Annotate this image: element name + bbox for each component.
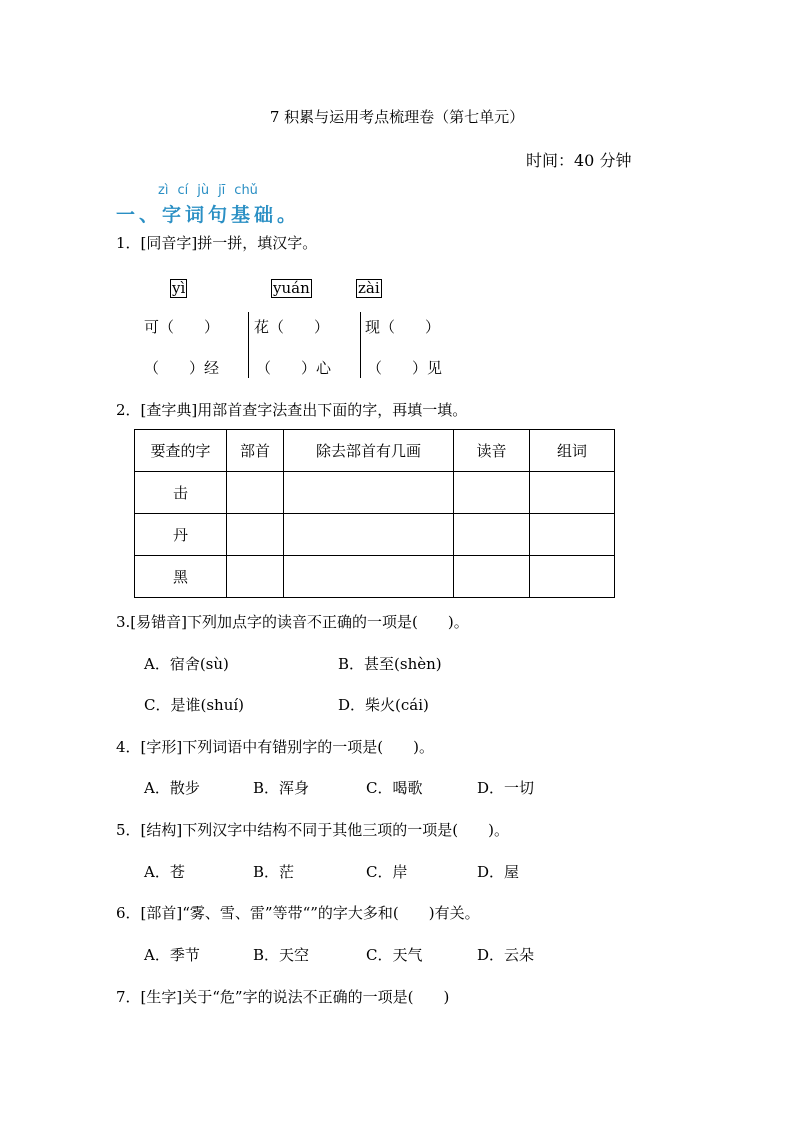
question-3: 3.[易错音]下列加点字的读音不正确的一项是( )。 — [116, 613, 469, 631]
table-row — [135, 556, 615, 598]
question-2: 2．[查字典]用部首查字法查出下面的字，再填一填。 — [116, 401, 468, 419]
table-cell[interactable] — [454, 514, 530, 556]
divider-line — [248, 312, 249, 378]
option-c[interactable]: C．是谁(shuí) — [144, 696, 244, 714]
table-cell[interactable] — [227, 556, 284, 598]
time-limit: 时间：40 分钟 — [526, 151, 632, 170]
option-c[interactable]: C．天气 — [366, 946, 423, 964]
option-b[interactable]: B．浑身 — [253, 779, 310, 797]
option-d[interactable]: D．一切 — [477, 779, 535, 797]
option-a[interactable]: A．散步 — [144, 779, 200, 797]
table-char: 丹 — [135, 514, 227, 556]
option-c[interactable]: C．岸 — [366, 863, 408, 881]
table-cell[interactable] — [284, 472, 454, 514]
option-b[interactable]: B．天空 — [253, 946, 310, 964]
question-5: 5．[结构]下列汉字中结构不同于其他三项的一项是( )。 — [116, 821, 509, 839]
pinyin-syllable: jī — [218, 183, 226, 198]
question-6: 6．[部首]“雾、雪、雷”等带“”的字大多和( )有关。 — [116, 904, 480, 922]
question-4: 4．[字形]下列词语中有错别字的一项是( )。 — [116, 738, 434, 756]
table-header-row — [135, 430, 615, 472]
divider-line — [360, 312, 361, 378]
option-a[interactable]: A．宿舍(sù) — [144, 655, 229, 673]
option-d[interactable]: D．柴火(cái) — [338, 696, 429, 714]
table-cell[interactable] — [530, 556, 615, 598]
table-cell[interactable] — [284, 556, 454, 598]
pinyin-box-yi: yì — [172, 279, 186, 297]
section-pinyin — [158, 183, 267, 198]
pinyin-box-yuan: yuán — [273, 279, 310, 297]
table-row — [135, 472, 615, 514]
option-c[interactable]: C．喝歌 — [366, 779, 423, 797]
table-cell[interactable] — [530, 514, 615, 556]
pinyin-syllable: chǔ — [234, 183, 258, 198]
table-cell[interactable] — [530, 472, 615, 514]
pinyin-box-zai: zài — [358, 279, 380, 297]
table-char: 黑 — [135, 556, 227, 598]
option-b[interactable]: B．茫 — [253, 863, 295, 881]
table-cell[interactable] — [284, 514, 454, 556]
table-cell[interactable] — [227, 472, 284, 514]
section-title: 一、字词句基础。 — [116, 204, 301, 226]
blank-1-1[interactable]: 可（ ） — [144, 318, 220, 336]
table-header: 读音 — [454, 430, 530, 472]
table-header: 组词 — [530, 430, 615, 472]
blank-1-3[interactable]: 现（ ） — [365, 318, 441, 336]
question-1: 1．[同音字]拼一拼，填汉字。 — [116, 234, 318, 252]
option-d[interactable]: D．屋 — [477, 863, 520, 881]
table-char: 击 — [135, 472, 227, 514]
page-title: 7 积累与运用考点梳理卷（第七单元） — [269, 108, 525, 126]
blank-2-1[interactable]: （ ）经 — [144, 359, 220, 377]
table-cell[interactable] — [454, 556, 530, 598]
table-header: 要查的字 — [135, 430, 227, 472]
blank-2-2[interactable]: （ ）心 — [256, 359, 332, 377]
question-7: 7．[生字]关于“危”字的说法不正确的一项是( ) — [116, 988, 450, 1006]
table-header: 除去部首有几画 — [284, 430, 454, 472]
table-cell[interactable] — [454, 472, 530, 514]
dictionary-table — [134, 429, 615, 598]
option-d[interactable]: D．云朵 — [477, 946, 535, 964]
blank-2-3[interactable]: （ ）见 — [367, 359, 443, 377]
blank-1-2[interactable]: 花（ ） — [254, 318, 330, 336]
table-header: 部首 — [227, 430, 284, 472]
table-cell[interactable] — [227, 514, 284, 556]
table-row — [135, 514, 615, 556]
option-a[interactable]: A．季节 — [144, 946, 200, 964]
pinyin-syllable: cí — [177, 183, 189, 198]
option-b[interactable]: B．甚至(shèn) — [338, 655, 442, 673]
pinyin-syllable: jù — [197, 183, 210, 198]
option-a[interactable]: A．苍 — [144, 863, 185, 881]
pinyin-syllable: zì — [158, 183, 169, 198]
